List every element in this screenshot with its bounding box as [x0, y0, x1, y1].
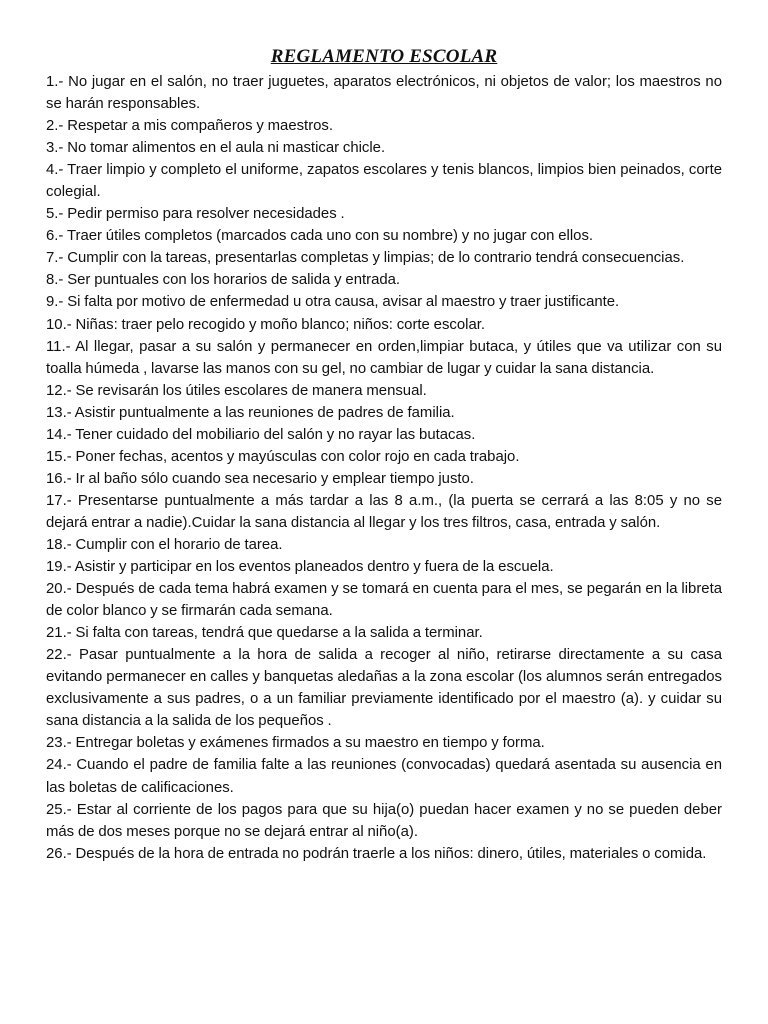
rule-item-18: 18.- Cumplir con el horario de tarea. — [46, 536, 283, 553]
rule-item-23: 23.- Entregar boletas y exámenes firmados a su maestro en tiempo y forma. — [46, 735, 545, 752]
rule-item-11: 11.- Al llegar, pasar a su salón y permanecer en orden,limpiar butaca, y útiles que va utilizar con su toalla húmeda , lavarse las manos con su gel, no cambiar de lugar y cuidar la sana distancia. — [46, 338, 722, 377]
rules-list — [46, 71, 722, 865]
rule-item-1: 1.- No jugar en el salón, no traer juguetes, aparatos electrónicos, ni objetos de valor; los maestros no se harán responsables. — [46, 74, 722, 113]
rule-item-10: 10.- Niñas: traer pelo recogido y moño blanco; niños: corte escolar. — [46, 316, 485, 333]
rule-item-26: 26.- Después de la hora de entrada no podrán traerle a los niños: dinero, útiles, materiales o comida. — [46, 845, 707, 862]
rule-item-21: 21.- Si falta con tareas, tendrá que quedarse a la salida a terminar. — [46, 625, 483, 642]
rule-item-6: 6.- Traer útiles completos (marcados cada uno con su nombre) y no jugar con ellos. — [46, 228, 594, 245]
rule-item-25: 25.- Estar al corriente de los pagos para que su hija(o) puedan hacer examen y no se pueden deber más de dos meses porque no se dejará entrar al niño(a). — [46, 801, 722, 840]
rule-item-24: 24.- Cuando el padre de familia falte a las reuniones (convocadas) quedará asentada su ausencia en las boletas de calificaciones. — [46, 757, 722, 796]
rule-item-12: 12.- Se revisarán los útiles escolares de manera mensual. — [46, 382, 427, 399]
rule-item-19: 19.- Asistir y participar en los eventos planeados dentro y fuera de la escuela. — [46, 559, 554, 576]
rule-item-3: 3.- No tomar alimentos en el aula ni masticar chicle. — [46, 140, 386, 157]
rule-item-20: 20.- Después de cada tema habrá examen y se tomará en cuenta para el mes, se pegarán en la libreta de color blanco y se firmarán cada semana. — [46, 581, 722, 620]
rule-item-5: 5.- Pedir permiso para resolver necesidades . — [46, 206, 345, 223]
rule-item-4: 4.- Traer limpio y completo el uniforme, zapatos escolares y tenis blancos, limpios bien peinados, corte colegial. — [46, 162, 722, 201]
rule-item-22: 22.- Pasar puntualmente a la hora de salida a recoger al niño, retirarse directamente a su casa evitando permanecer en calles y banquetas aledañas a la zona escolar (los alumnos serán entregados exclusivamente a sus padres, o a un familiar previamente identificado por el maestro (a). y cuidar su sana distancia a la salida de los pequeños . — [46, 647, 722, 730]
rule-item-9: 9.- Si falta por motivo de enfermedad u otra causa, avisar al maestro y traer justificante. — [46, 294, 620, 311]
rule-item-7: 7.- Cumplir con la tareas, presentarlas completas y limpias; de lo contrario tendrá consecuencias. — [46, 250, 685, 267]
page-title: REGLAMENTO ESCOLAR — [270, 46, 498, 67]
rule-item-14: 14.- Tener cuidado del mobiliario del salón y no rayar las butacas. — [46, 426, 476, 443]
rule-item-16: 16.- Ir al baño sólo cuando sea necesario y emplear tiempo justo. — [46, 470, 474, 487]
rule-item-2: 2.- Respetar a mis compañeros y maestros. — [46, 118, 334, 135]
rule-item-13: 13.- Asistir puntualmente a las reuniones de padres de familia. — [46, 404, 455, 421]
rule-item-15: 15.- Poner fechas, acentos y mayúsculas con color rojo en cada trabajo. — [46, 448, 520, 465]
rule-item-8: 8.- Ser puntuales con los horarios de salida y entrada. — [46, 272, 401, 289]
rule-item-17: 17.- Presentarse puntualmente a más tardar a las 8 a.m., (la puerta se cerrará a las 8:05 y no se dejará entrar a nadie).Cuidar la sana distancia al llegar y los tres filtros, casa, entrada y salón. — [46, 492, 722, 531]
